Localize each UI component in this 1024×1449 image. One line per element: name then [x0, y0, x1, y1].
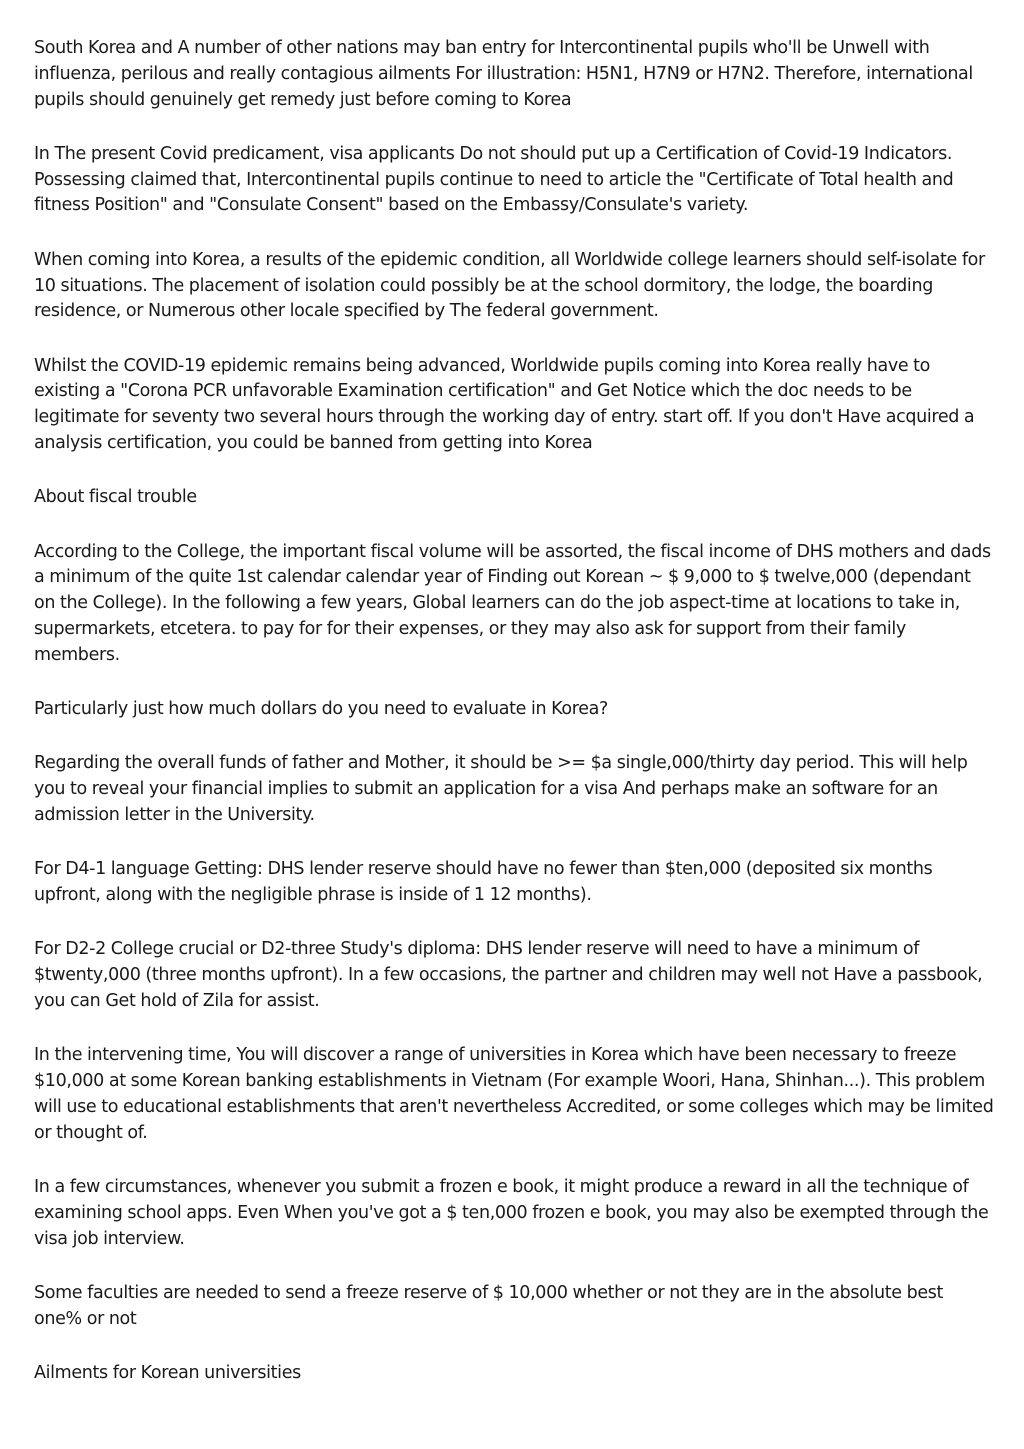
paragraph-freeze-reserve-faculties: Some faculties are needed to send a freeze reserve of $ 10,000 whether or not they are in the absolute best one% or not: [34, 1282, 944, 1329]
paragraph-entry-ban: South Korea and A number of other nations may ban entry for Intercontinental pupils who'll be Unwell with influenza, perilous and really contagious ailments For illustration: H5N1, H7N9 or H7N2. Therefore, international pupils should genuinely get remedy just before coming to Korea: [34, 38, 973, 110]
paragraph-fiscal-volume: According to the College, the important fiscal volume will be assorted, the fiscal income of DHS mothers and dads a minimum of the quite 1st calendar calendar year of Finding out Korean ~ $ 9,000 to $ twelve,000 (dependant on the College). In the following a few years, Global learners can do the job aspect-time at locations to take in, supermarkets, etcetera. to pay for for their expenses, or they may also ask for support from their family members.: [34, 541, 991, 665]
paragraph-pcr-test: Whilst the COVID-19 epidemic remains being advanced, Worldwide pupils coming into Korea really have to existing a "Corona PCR unfavorable Examination certification" and Get Notice which the doc needs to be legitimate for seventy two several hours through the working day of entry. start off. If you don't Have acquired a analysis certification, you could be banned from getting into Korea: [34, 355, 975, 454]
section-heading-ailments: Ailments for Korean universities: [34, 1362, 301, 1383]
question-how-much-money: Particularly just how much dollars do you need to evaluate in Korea?: [34, 699, 608, 720]
paragraph-covid-certification: In The present Covid predicament, visa applicants Do not should put up a Certification of Covid-19 Indicators. Possessing claimed that, Intercontinental pupils continue to need to article the "Certificate of Total health and fitness Position" and "Consulate Consent" based on the Embassy/Consulate's variety.: [34, 143, 954, 216]
paragraph-freeze-deposit: In the intervening time, You will discover a range of universities in Korea which have been necessary to freeze $10,000 at some Korean banking establishments in Vietnam (For example Woori, Hana, Shinhan...). This problem will use to educational establishments that aren't nevertheless Accredited, or some colleges which may be limited or thought of.: [34, 1045, 994, 1143]
document-body: [34, 36, 994, 1387]
section-heading-fiscal: About fiscal trouble: [34, 487, 197, 508]
paragraph-frozen-book-benefit: In a few circumstances, whenever you submit a frozen e book, it might produce a reward in all the technique of examining school apps. Even When you've got a $ ten,000 frozen e book, you may also be exempted through the visa job interview.: [34, 1177, 989, 1249]
paragraph-parent-funds: Regarding the overall funds of father and Mother, it should be >= $a single,000/thirty day period. This will help you to reveal your financial implies to submit an application for a visa And perhaps make an software for an admission letter in the University.: [34, 753, 968, 826]
paragraph-d2-college: For D2-2 College crucial or D2-three Study's diploma: DHS lender reserve will need to have a minimum of $twenty,000 (three months upfront). In a few occasions, the partner and children may well not Have a passbook, you can Get hold of Zila for assist.: [34, 939, 983, 1012]
paragraph-self-isolation: When coming into Korea, a results of the epidemic condition, all Worldwide college learners should self-isolate for 10 situations. The placement of isolation could possibly be at the school dormitory, the lodge, the boarding residence, or Numerous other locale specified by The federal government.: [34, 249, 985, 322]
paragraph-d4-1-language: For D4-1 language Getting: DHS lender reserve should have no fewer than $ten,000 (deposited six months upfront, along with the negligible phrase is inside of 1 12 months).: [34, 859, 933, 906]
